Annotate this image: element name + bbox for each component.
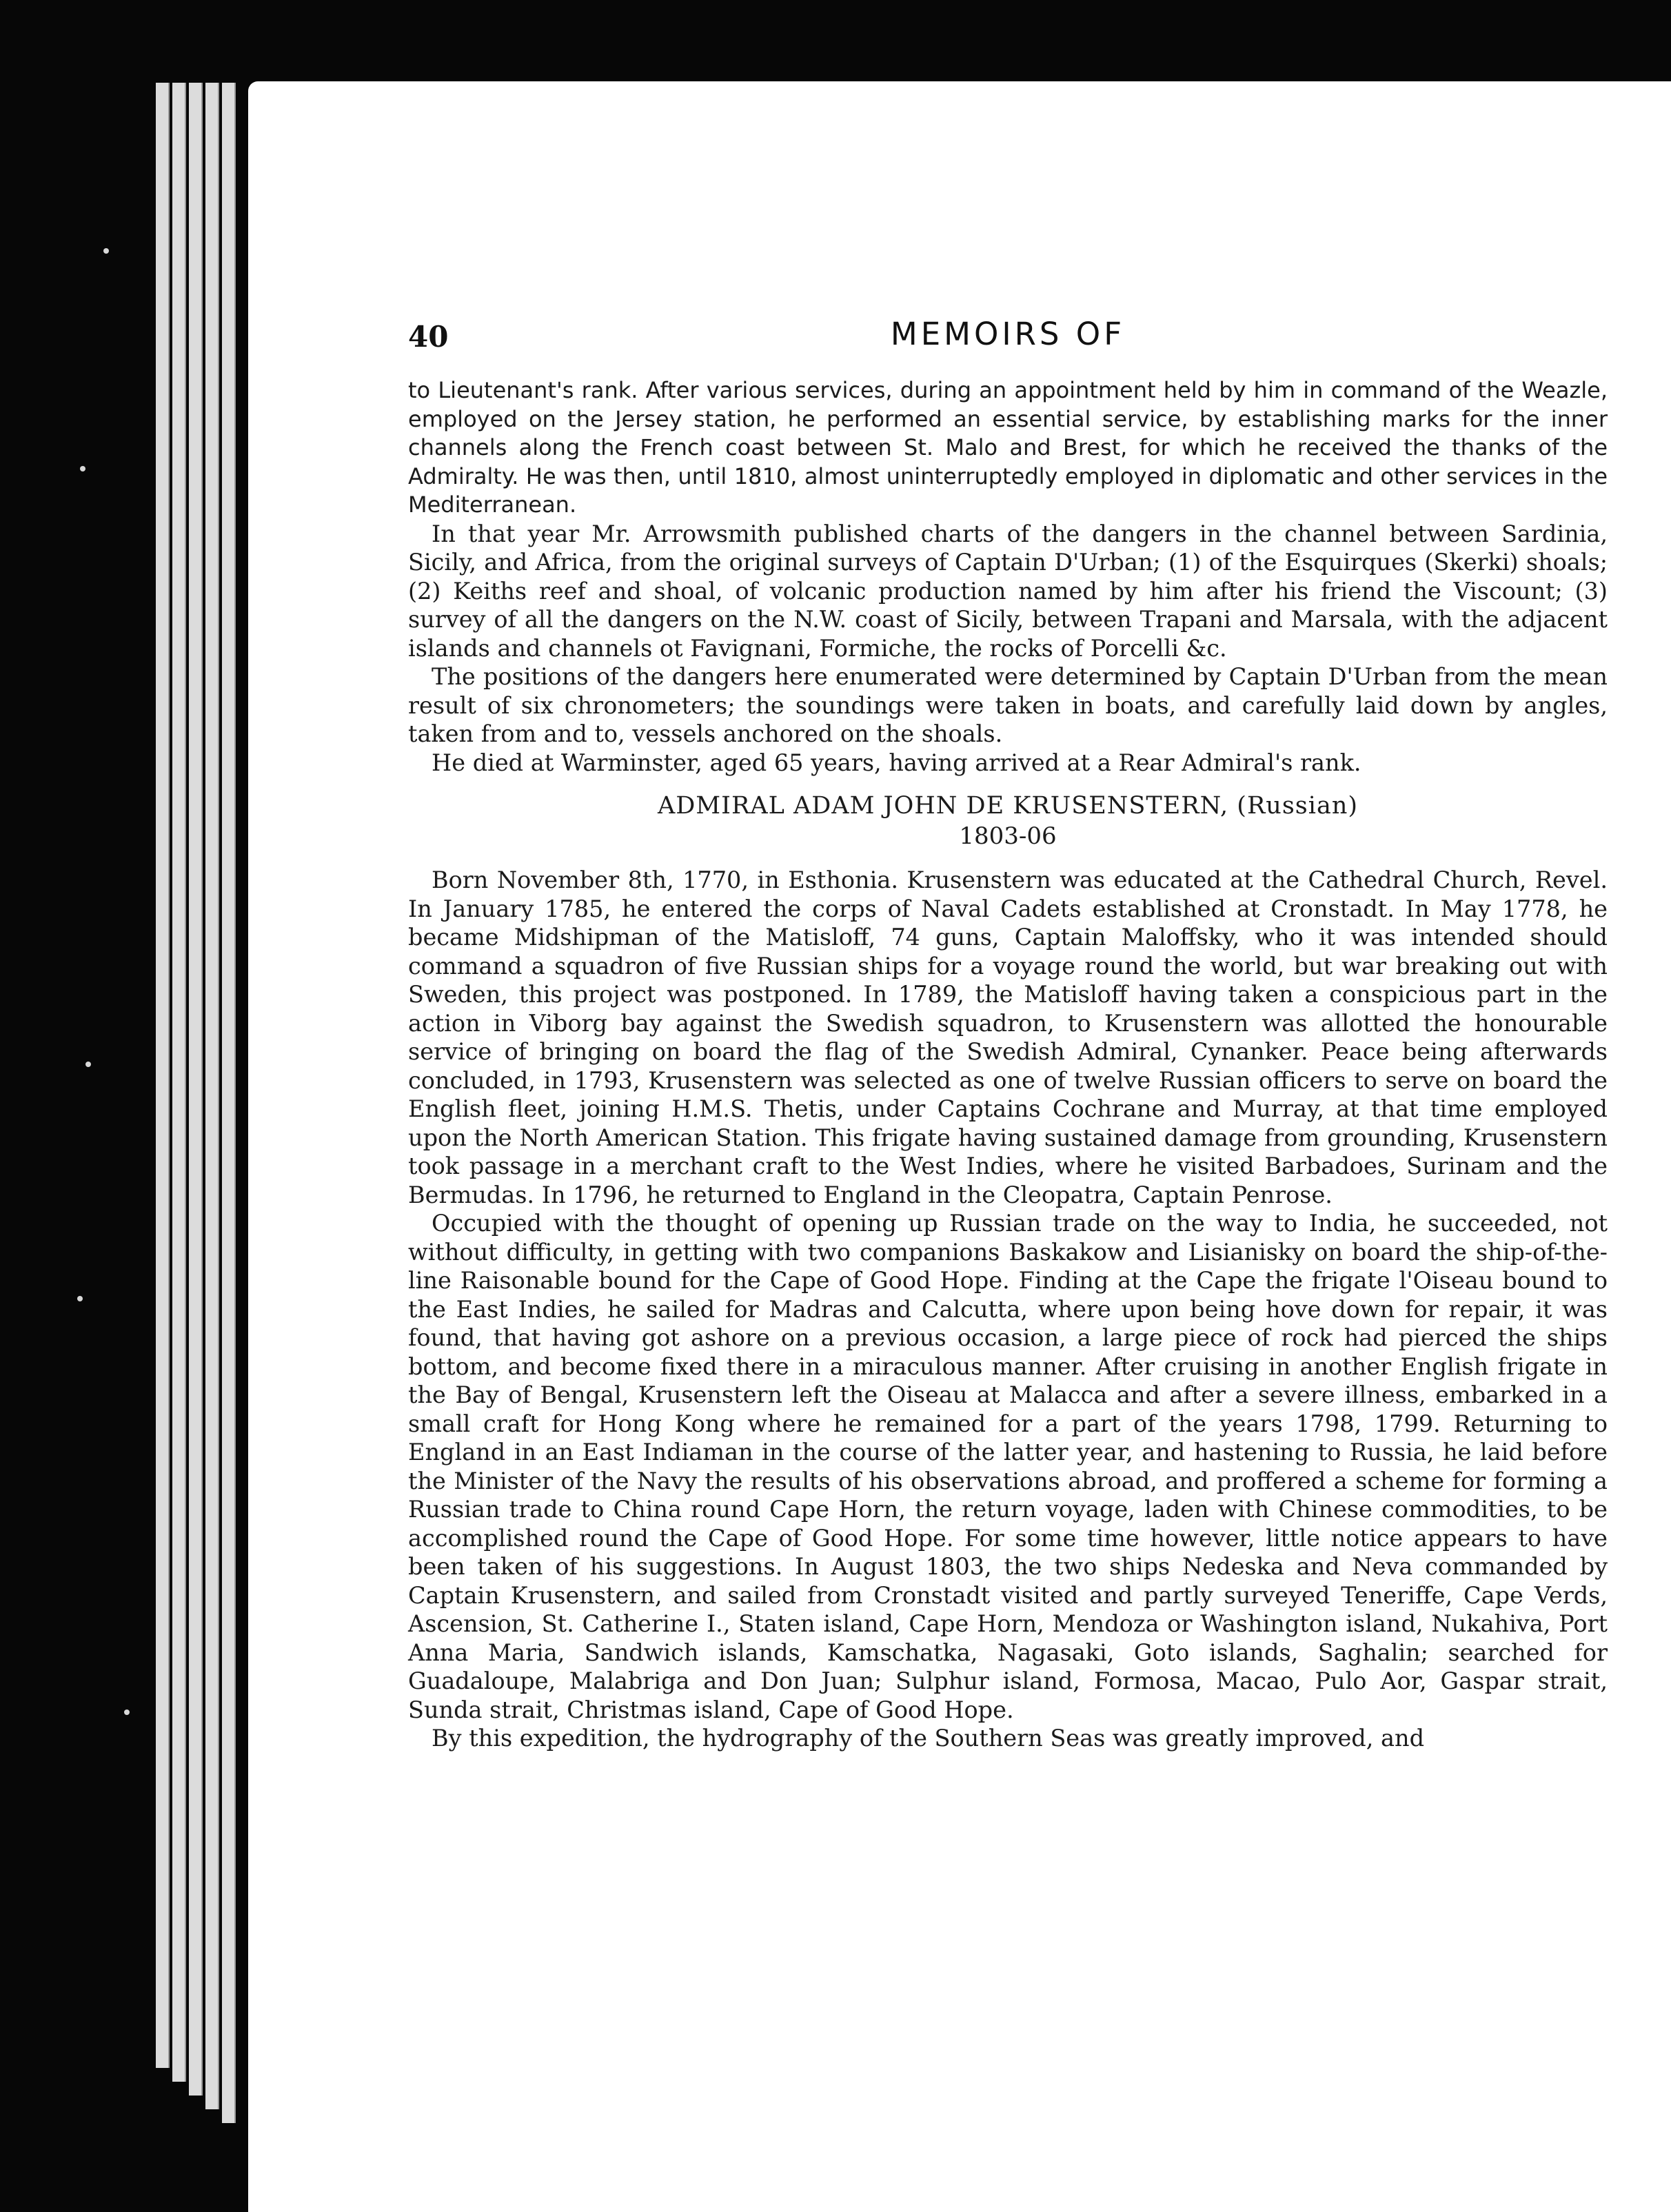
dust-speck [124, 1709, 130, 1715]
dust-speck [103, 248, 109, 254]
running-head: MEMOIRS OF [890, 316, 1126, 352]
section-paragraph: Occupied with the thought of opening up Russian trade on the way to India, he succeeded, not without difficulty, in getting with two companions Baskakow and Lisianisky on board the ship-of-the-line Raisonable bound for the Cape of Good Hope. Finding at the Cape the frigate l'Oiseau bound to the East Indies, he sailed for Madras and Calcutta, where upon being hove down for repair, it was found, that having got ashore on a previous occasion, a large piece of rock had pierced the ships bottom, and become fixed there in a miraculous manner. After cruising in another English frigate in the Bay of Bengal, Krusenstern left the Oiseau at Malacca and after a severe illness, embarked in a small craft for Hong Kong where he remained for a part of the years 1798, 1799. Returning to England in an East Indiaman in the course of the latter year, and hastening to Russia, he laid before the Minister of the Navy the results of his observations abroad, and proffered a scheme for forming a Russian trade to China round Cape Horn, the return voyage, laden with Chinese commodities, to be accomplished round the Cape of Good Hope. For some time however, little notice appears to have been taken of his suggestions. In August 1803, the two ships Nedeska and Neva commanded by Captain Krusenstern, and sailed from Cronstadt visited and partly surveyed Teneriffe, Cape Verds, Ascension, St. Catherine I., Staten island, Cape Horn, Mendoza or Washington island, Nukahiva, Port Anna Maria, Sandwich islands, Kamschatka, Nagasaki, Goto islands, Saghalin; searched for Guadaloupe, Malabriga and Don Juan; Sulphur island, Formosa, Macao, Pulo Aor, Gaspar strait, Sunda strait, Christmas island, Cape of Good Hope. [408, 1210, 1608, 1723]
page-content [408, 310, 1608, 1753]
page-edge [189, 83, 203, 2096]
dust-speck [80, 466, 85, 471]
page-header [408, 310, 1608, 376]
body-paragraph: He died at Warminster, aged 65 years, having arrived at a Rear Admiral's rank. [432, 749, 1361, 776]
body-paragraph: to Lieutenant's rank. After various services, during an appointment held by him in command of the Weazle, employed on the Jersey station, he performed an essential service, by establishing marks for the inner channels along the French coast between St. Malo and Brest, for which he received the thanks of the Admiralty. He was then, until 1810, almost uninterruptedly employed in diplomatic and other services in the Mediterranean. [408, 377, 1608, 518]
page-edge [172, 83, 186, 2082]
page-edge [205, 83, 219, 2109]
section-paragraph: Born November 8th, 1770, in Esthonia. Krusenstern was educated at the Cathedral Church, Revel. In January 1785, he entered the corps of Naval Cadets established at Cronstadt. In May 1778, he became Midshipman of the Matisloff, 74 guns, Captain Maloffsky, who it was intended should command a squadron of five Russian ships for a voyage round the world, but war breaking out with Sweden, this project was postponed. In 1789, the Matisloff having taken a conspicious part in the action in Viborg bay against the Swedish squadron, to Krusenstern was allotted the honourable service of bringing on board the flag of the Swedish Admiral, Cynanker. Peace being afterwards concluded, in 1793, Krusenstern was selected as one of twelve Russian officers to serve on board the English fleet, joining H.M.S. Thetis, under Captains Cochrane and Murray, at that time employed upon the North American Station. This frigate having sustained damage from grounding, Krusenstern took passage in a merchant craft to the West Indies, where he visited Barbadoes, Surinam and the Bermudas. In 1796, he returned to England in the Cleopatra, Captain Penrose. [408, 866, 1608, 1208]
body-paragraph: In that year Mr. Arrowsmith published charts of the dangers in the channel between Sardinia, Sicily, and Africa, from the original surveys of Captain D'Urban; (1) of the Esquirques (Skerki) shoals; (2) Keiths reef and shoal, of volcanic production named by him after his friend the Viscount; (3) survey of all the dangers on the N.W. coast of Sicily, between Trapani and Marsala, with the adjacent islands and channels ot Favignani, Formiche, the rocks of Porcelli &c. [408, 520, 1608, 662]
dust-speck [85, 1062, 91, 1067]
page-number: 40 [408, 320, 449, 354]
book-page [248, 81, 1671, 2212]
page-edge [156, 83, 170, 2068]
section-dates: 1803-06 [959, 822, 1057, 850]
body-paragraph: The positions of the dangers here enumerated were determined by Captain D'Urban from the mean result of six chronometers; the soundings were taken in boats, and carefully laid down by angles, taken from and to, vessels anchored on the shoals. [408, 663, 1608, 747]
dust-speck [77, 1296, 83, 1301]
page-edge [222, 83, 236, 2123]
section-title: ADMIRAL ADAM JOHN DE KRUSENSTERN, (Russian) [657, 792, 1359, 820]
section-paragraph: By this expedition, the hydrography of the Southern Seas was greatly improved, and [432, 1725, 1425, 1752]
